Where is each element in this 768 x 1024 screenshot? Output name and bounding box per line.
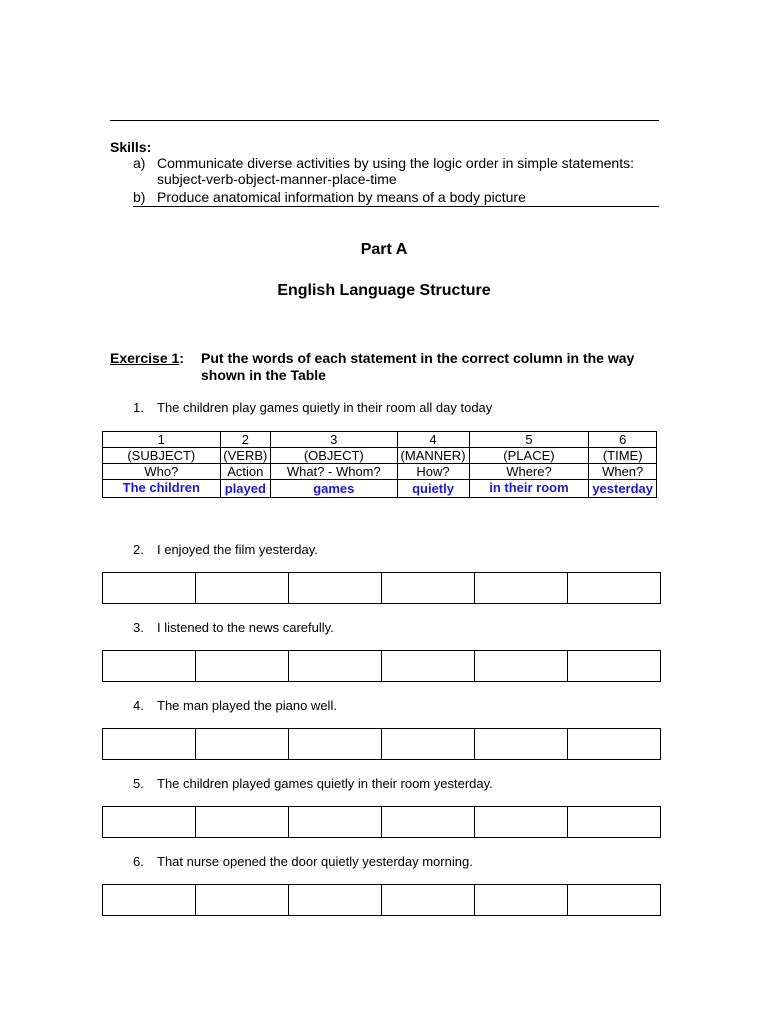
statement-4: 4. The man played the piano well. — [133, 698, 337, 713]
statement-5: 5. The children played games quietly in their room yesterday. — [133, 776, 493, 791]
blank-cell[interactable] — [475, 573, 568, 604]
answer-cell: The children — [103, 480, 221, 498]
table-row — [103, 885, 661, 916]
skills-title: Skills: — [110, 139, 152, 155]
answer-grid-2 — [102, 572, 661, 604]
statement-2: 2. I enjoyed the film yesterday. — [133, 542, 318, 557]
answer-grid-4 — [102, 728, 661, 760]
blank-cell[interactable] — [568, 573, 661, 604]
table-cell: What? - Whom? — [271, 464, 397, 480]
table-row-roles — [103, 448, 657, 464]
table-cell: Who? — [103, 464, 221, 480]
table-row — [103, 573, 661, 604]
statement-3: 3. I listened to the news carefully. — [133, 620, 334, 635]
table-cell: (VERB) — [220, 448, 270, 464]
skill-item-a — [133, 155, 637, 187]
blank-cell[interactable] — [289, 807, 382, 838]
exercise-text: Put the words of each statement in the correct column in the way shown in the Table — [201, 350, 635, 383]
blank-cell[interactable] — [196, 885, 289, 916]
blank-cell[interactable] — [568, 729, 661, 760]
table-cell: (OBJECT) — [271, 448, 397, 464]
table-row — [103, 651, 661, 682]
skill-text: Produce anatomical information by means of a body picture — [157, 189, 526, 205]
blank-cell[interactable] — [475, 651, 568, 682]
blank-cell[interactable] — [475, 807, 568, 838]
table-cell: 6 — [589, 432, 657, 448]
table-row — [103, 807, 661, 838]
table-row-numbers — [103, 432, 657, 448]
table-row-answers — [103, 480, 657, 498]
blank-cell[interactable] — [103, 885, 196, 916]
table-cell: Action — [220, 464, 270, 480]
blank-cell[interactable] — [103, 729, 196, 760]
blank-cell[interactable] — [103, 807, 196, 838]
answer-cell: played — [220, 480, 270, 498]
blank-cell[interactable] — [289, 651, 382, 682]
example-table — [102, 431, 657, 498]
exercise-instruction — [110, 350, 656, 384]
statement-1: 1. The children play games quietly in their room all day today — [133, 400, 493, 415]
table-cell: (TIME) — [589, 448, 657, 464]
blank-cell[interactable] — [196, 807, 289, 838]
exercise-label: Exercise 1: — [110, 350, 184, 366]
blank-cell[interactable] — [568, 807, 661, 838]
table-cell: When? — [589, 464, 657, 480]
blank-cell[interactable] — [103, 651, 196, 682]
table-cell: (PLACE) — [469, 448, 589, 464]
table-cell: 3 — [271, 432, 397, 448]
part-title: Part A — [360, 241, 408, 258]
blank-cell[interactable] — [382, 885, 475, 916]
answer-grid-3 — [102, 650, 661, 682]
blank-cell[interactable] — [196, 729, 289, 760]
table-cell: 2 — [220, 432, 270, 448]
top-divider — [110, 120, 659, 121]
blank-cell[interactable] — [475, 885, 568, 916]
skill-item-b — [133, 189, 637, 205]
skill-marker: a) — [133, 155, 146, 171]
table-cell: How? — [397, 464, 469, 480]
table-cell: 1 — [103, 432, 221, 448]
table-cell: 5 — [469, 432, 589, 448]
answer-cell: in their room — [469, 480, 589, 498]
table-row — [103, 729, 661, 760]
table-cell: Where? — [469, 464, 589, 480]
table-cell: (SUBJECT) — [103, 448, 221, 464]
section-title: English Language Structure — [277, 282, 491, 299]
skills-divider — [133, 206, 659, 207]
answer-cell: yesterday — [589, 480, 657, 498]
blank-cell[interactable] — [289, 885, 382, 916]
statement-6: 6. That nurse opened the door quietly yesterday morning. — [133, 854, 473, 869]
blank-cell[interactable] — [568, 651, 661, 682]
skill-text: Communicate diverse activities by using the logic order in simple statements: subject-verb-object-manner-place-time — [157, 155, 634, 187]
answer-cell: games — [271, 480, 397, 498]
blank-cell[interactable] — [196, 573, 289, 604]
blank-cell[interactable] — [475, 729, 568, 760]
blank-cell[interactable] — [568, 885, 661, 916]
blank-cell[interactable] — [289, 729, 382, 760]
answer-grid-6 — [102, 884, 661, 916]
answer-grid-5 — [102, 806, 661, 838]
blank-cell[interactable] — [289, 573, 382, 604]
table-row-questions — [103, 464, 657, 480]
skill-marker: b) — [133, 189, 146, 205]
blank-cell[interactable] — [382, 729, 475, 760]
table-cell: (MANNER) — [397, 448, 469, 464]
blank-cell[interactable] — [382, 651, 475, 682]
blank-cell[interactable] — [382, 573, 475, 604]
blank-cell[interactable] — [103, 573, 196, 604]
blank-cell[interactable] — [382, 807, 475, 838]
answer-cell: quietly — [397, 480, 469, 498]
table-cell: 4 — [397, 432, 469, 448]
blank-cell[interactable] — [196, 651, 289, 682]
